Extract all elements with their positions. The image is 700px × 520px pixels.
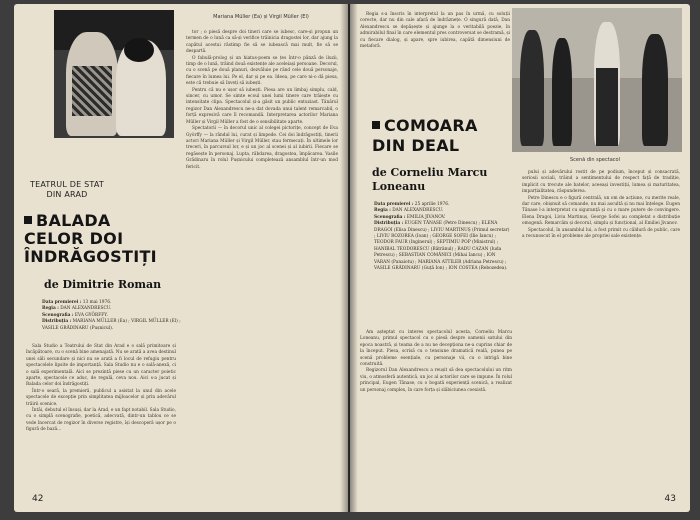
right-photo	[512, 8, 682, 152]
title-bullet-icon	[24, 216, 32, 224]
credit-row: Regia : DAN ALEXANDRESCU.	[374, 208, 444, 214]
credit-row: Data premierei : 25 aprilie 1976.	[374, 202, 450, 207]
photo-figure-woman-hair	[124, 38, 154, 62]
photo-actor-4	[642, 34, 668, 146]
photo-actor-1	[520, 30, 544, 146]
left-photo	[54, 10, 174, 138]
left-section-label: TEATRUL DE STAT DIN ARAD	[30, 180, 104, 199]
left-title-text: BALADA CELOR DOI ÎNDRĂGOSTIȚI	[24, 211, 157, 266]
credit-row: Scenografia : EMILIA JIVANOV.	[374, 214, 446, 220]
left-col2-text: tor ; o piesă despre doi tineri care se iubesc, care-și propun un termen de o lună ca să-și verifice trăinicia dragostei lor, dar ajung la capătul acestui răstimp fie să se iubească mai mult, fie să se despartă. O fabulă-prolog și un hiatus-poem se țes într-o pânză de iluzii, timp de o lună, trăind două existențe ale aceleiași persoane. Decorul, cu o scenă pe două planuri, dezvăluie pe rând cele două personaje, fiecare în lumea lui. Pe el, dar și pe ea. Ideea, pe care ni-o dă piesa, este că trebuie să înveți să iubești. Pentru că nu e ușor să iubești. Piesa are un limbaj simplu, cald, sincer, cu umor. Se simte ecoul unei lumi tinere care trăiește cu intensitate clipa. Spectacolul și-a găsit un public entuziast. Tânărul regizor Dan Alexandrescu ne-a dat dovada unui talent remarcabil, o forță expresivă care îl recomandă. Interpretarea actorilor Mariana Müller și Virgil Müller a fost de o sensibilitate aparte. Spectatorii — în decorul unic al colegei pictorițe, concept de Eva Györffy — la rândul lui, curat și limpede. Cei doi îndrăgostiți, tinerii actori Mariana Müller și Virgil Müller, stau fermecați. În ultimele lor treceri, în parcursul lor, e și un joc al scenei și al iubirii. Fiecare se regăsește în personaj. Lupta, răbdarea, dragostea, împăcarea. Vasile Grădinaru în rolul Pușnicului completează ansamblul într-un mod fericit.	[186, 30, 338, 170]
left-page	[14, 4, 348, 512]
credit-row: Data premierei : 13 mai 1976.	[42, 300, 112, 305]
right-col1-text: Am așteptat cu interes spectacolul acesta, Corneliu Marcu Loneanu, primul spectacol cu o piesă despre oamenii satului din epoca noastră, și teama de a nu ne decepționa ne-a cuprins chiar de la început. Piesa, scrisă cu o tensiune dramatică reală, punea pe scenă probleme esențiale, cu personaje vii, cu o intrigă bine construită. Regizorul Dan Alexandrescu a reușit să dea spectacolului un ritm viu, o atmosferă autentică, un joc al actorilor care se impune. În rolul principal, Eugen Tănase, cu o bogată experiență scenică, a realizat un personaj complex, în care forța și slăbiciunea coexistă.	[360, 330, 512, 393]
spine-gutter	[340, 4, 358, 512]
credit-row: Regia : DAN ALEXANDRESCU.	[42, 306, 112, 312]
right-top-text: Regia s-a înscris în interpretul la un pas în urmă, cu soluții corecte, dar nu din cale afară de îndrăznețe. O singură dată, Dan Alexandrescu se depășește și ajunge la o veritabilă poezie, în admirabilul final în care elementul pres controversat se destramă, și cu fiecare dialog, și apare, spre iubirea, capătă dimensiuni de metaforă.	[360, 12, 510, 50]
right-title-text: COMOARA DIN DEAL	[372, 116, 478, 155]
right-byline: de Corneliu Marcu Loneanu	[372, 166, 488, 193]
photo-figure-man-pattern	[72, 66, 112, 116]
right-col2-text: pului și adevărului rostit de pe podium, început și consacrată, seriosii sociali, trăind a sentimentului de respect față de tradiție, implicit cu trecute ale batelor, aceeași investiții, lumea și maturitatea, imparțialitatea, răspunderea. Petre Dinescu e o figură centrală, un om de acțiune, cu merite reale, dar care, obișnuit să comande, nu mai ascultă și nu mai înțelege. Eugen Tănase l-a interpretat cu siguranță și cu o mare putere de convingere. Elena Dragoi, Liviu Martinuș, George Sofei au completat o distribuție omogenă. Remarcăm și decorul, simplu și funcțional, al Emiliei Jivanov. Spectacolul, în ansamblul lui, a fost primit cu căldură de public, care a recunoscut în el probleme ale propriei sale existențe.	[522, 170, 680, 240]
right-credits	[374, 202, 510, 272]
right-photo-caption: Scenă din spectacol	[570, 157, 620, 163]
credit-row: Distribuția : MARIANA MÜLLER (Ea) ; VIRGIL MÜLLER (El) ; VASILE GRĂDINARU (Pușnicul).	[42, 319, 181, 331]
left-page-number: 42	[32, 494, 44, 504]
photo-actor-3-suit	[596, 68, 618, 146]
left-title	[24, 212, 174, 266]
credit-row: Distribuția : EUGEN TĂNASE (Petre Dinescu) ; ELENA DRAGOI (Elisa Dinescu) ; LIVIU MARTINUȘ (Primul secretar) ; LIVIU ROZOREA (Ioan) ; GEORGE SOFEI (Ilie Iancu) ; TEODOR FAUR (Inginerul) ; SEPTIMIU POP (Ministrul) ; HANIBAL TEODORESCU (Bătrânul) ; RADU CAZAN (Iuda Petrescu) ; SEBASTIAN COMĂNICI (Mihai Iancu) ; ION VARAN (Panaiotu) ; MARIANA ATTILER (Adriana Petrescu) ; VASILE GRĂDINARU (Guță Ion) ; ION COSTEA (Rebozedea).	[374, 221, 510, 272]
right-page	[350, 4, 690, 512]
left-col1-text: Sala Studio a Teatrului de Stat din Arad e o sală primitoare și încăpătoare, cu o scenă bine amenajată. Nu se arată a avea destinul unei săli secundare și nici nu se arată a fi locul de refugiu pentru spectacolele lipsite de importanță. Sala Studio nu e o sală-anexă, ci o sală experimentală. Aici se prezintă piese cu un caracter poietic aparte, spectacole ce aduc, de regulă, ceva nou. Aici s-a jucat și Balada celor doi îndrăgostiți. Într-o seară, la premieră, publicul a asistat la unul din acele spectacole de excepție prin simplitatea mijloacelor și prin adevărul trăirii scenice. Întâi, debutul el însuși, dar la Arad, e un fapt notabil. Sala Studio, cu o simplă scenografie, poetică, adecvată, dintr-un tablou ce se vede încercat de regizor în diverse registre, își descoperă ușor pe o figură de bază...	[26, 344, 176, 433]
left-photo-caption: Mariana Müller (Ea) și Virgil Müller (El)	[213, 14, 309, 20]
title-bullet-icon	[372, 121, 380, 129]
credit-row: Scenografia : EVA GYÖRFFY.	[42, 312, 108, 318]
left-byline: de Dimitrie Roman	[44, 278, 162, 291]
photo-actor-2	[552, 38, 572, 146]
right-title	[372, 116, 522, 156]
right-page-number: 43	[664, 494, 676, 504]
left-credits	[42, 300, 182, 332]
